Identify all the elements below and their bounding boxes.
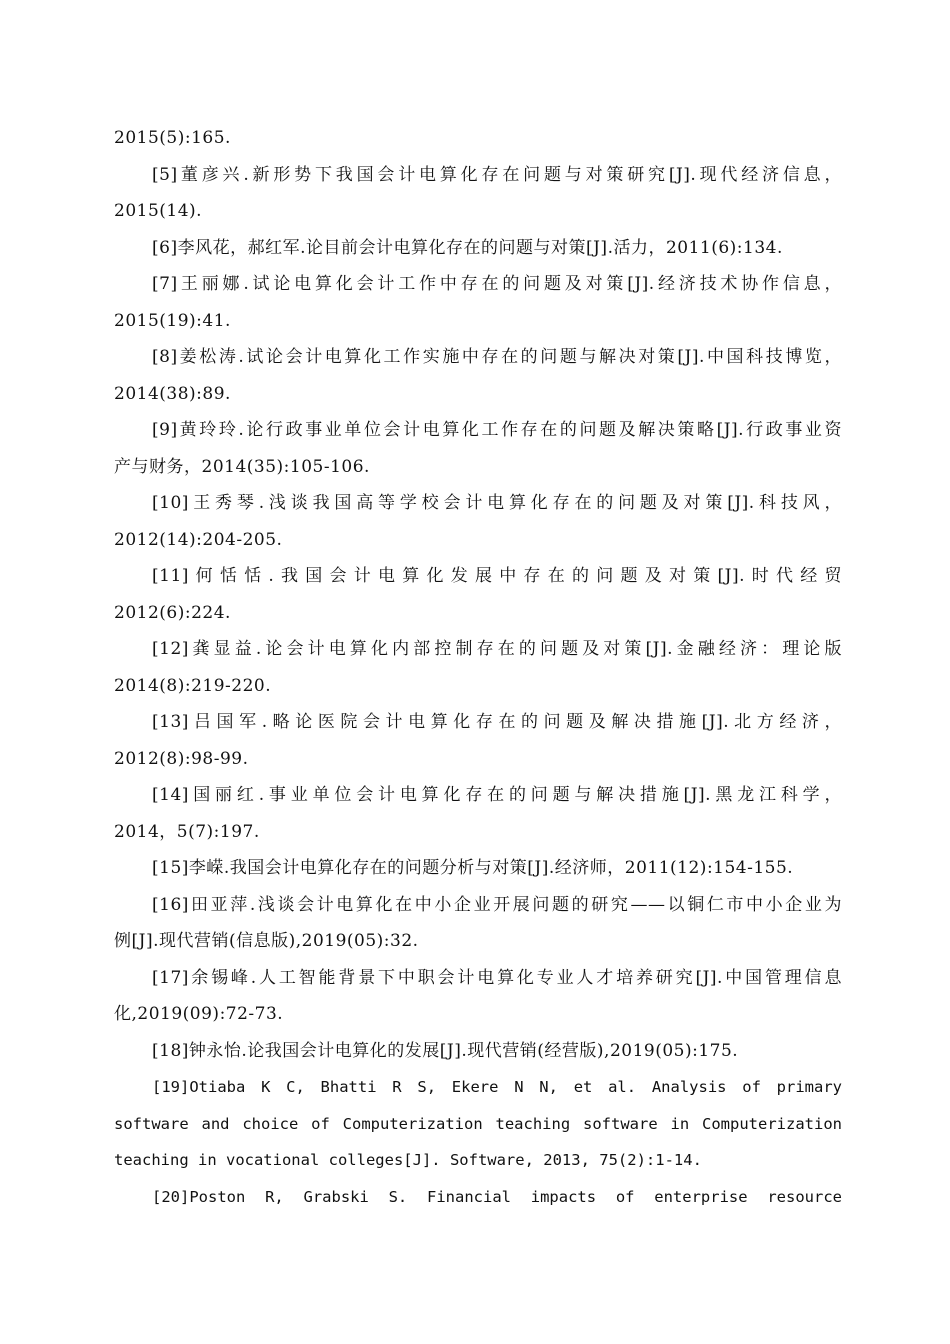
reference-line: 化,2019(09):72-73. [114,1004,284,1024]
reference-entry [114,631,842,704]
reference-entry [114,558,842,631]
reference-line: 2012(8):98-99. [114,748,249,769]
reference-line: 2015(19):41. [114,310,231,331]
reference-line: [13]吕国军.略论医院会计电算化存在的问题及解决措施[J].北方经济， [152,712,842,732]
reference-entry [114,1179,842,1216]
reference-entry [114,120,842,157]
reference-line: 例[J].现代营销(信息版),2019(05):32. [114,931,419,951]
reference-line: [12]龚显益.论会计电算化内部控制存在的问题及对策[J].金融经济：理论版 [152,639,842,659]
reference-entry [114,704,842,777]
reference-list [114,120,842,1215]
reference-line: 2014(38):89. [114,383,231,404]
reference-line: [16]田亚萍.浅谈会计电算化在中小企业开展问题的研究——以铜仁市中小企业为 [152,894,842,915]
reference-line: [6]李风花，郝红军.论目前会计电算化存在的问题与对策[J].活力，2011(6):134. [152,237,783,258]
reference-entry [114,230,842,267]
reference-entry [114,777,842,850]
reference-entry [114,339,842,412]
reference-line: 2015(14). [114,201,203,221]
reference-line: 2012(6):224. [114,602,231,623]
reference-line: [11]何恬恬.我国会计电算化发展中存在的问题及对策[J].时代经贸 [152,566,842,586]
reference-line: [7]王丽娜.试论电算化会计工作中存在的问题及对策[J].经济技术协作信息， [152,274,842,294]
reference-line: 2014，5(7):197. [114,821,260,842]
reference-line: [10]王秀琴.浅谈我国高等学校会计电算化存在的问题及对策[J].科技风， [152,493,842,513]
reference-line: [14]国丽红.事业单位会计电算化存在的问题与解决措施[J].黑龙江科学， [152,785,842,805]
reference-line: 2012(14):204-205. [114,529,283,550]
reference-line: [18]钟永怡.论我国会计电算化的发展[J].现代营销(经营版),2019(05):175. [152,1040,739,1061]
reference-line: [17]余锡峰.人工智能背景下中职会计电算化专业人才培养研究[J].中国管理信息 [152,967,842,988]
reference-line: [20]Poston R, Grabski S. Financial impacts of enterprise resource [152,1187,842,1206]
reference-line: 2014(8):219-220. [114,675,272,696]
reference-line: [9]黄玲玲.论行政事业单位会计电算化工作存在的问题及解决策略[J].行政事业资 [152,420,842,440]
reference-entry [114,1069,842,1179]
reference-entry [114,1033,842,1070]
reference-entry [114,887,842,960]
reference-entry [114,960,842,1033]
reference-line: [15]李嵘.我国会计电算化存在的问题分析与对策[J].经济师，2011(12):154-155. [152,858,794,878]
reference-line: [8]姜松涛.试论会计电算化工作实施中存在的问题与解决对策[J].中国科技博览， [152,347,842,367]
reference-entry [114,485,842,558]
reference-line: software and choice of Computerization teaching software in Computerization [114,1114,842,1133]
reference-entry [114,266,842,339]
reference-entry [114,412,842,485]
reference-line: [19]Otiaba K C, Bhatti R S, Ekere N N, et al. Analysis of primary [152,1078,842,1096]
reference-line: 2015(5):165. [114,128,231,148]
reference-line: teaching in vocational colleges[J]. Software, 2013, 75(2):1-14. [114,1151,702,1169]
reference-line: 产与财务，2014(35):105-106. [114,456,370,477]
reference-line: [5]董彦兴.新形势下我国会计电算化存在问题与对策研究[J].现代经济信息， [152,164,842,185]
reference-entry [114,157,842,230]
reference-entry [114,850,842,887]
